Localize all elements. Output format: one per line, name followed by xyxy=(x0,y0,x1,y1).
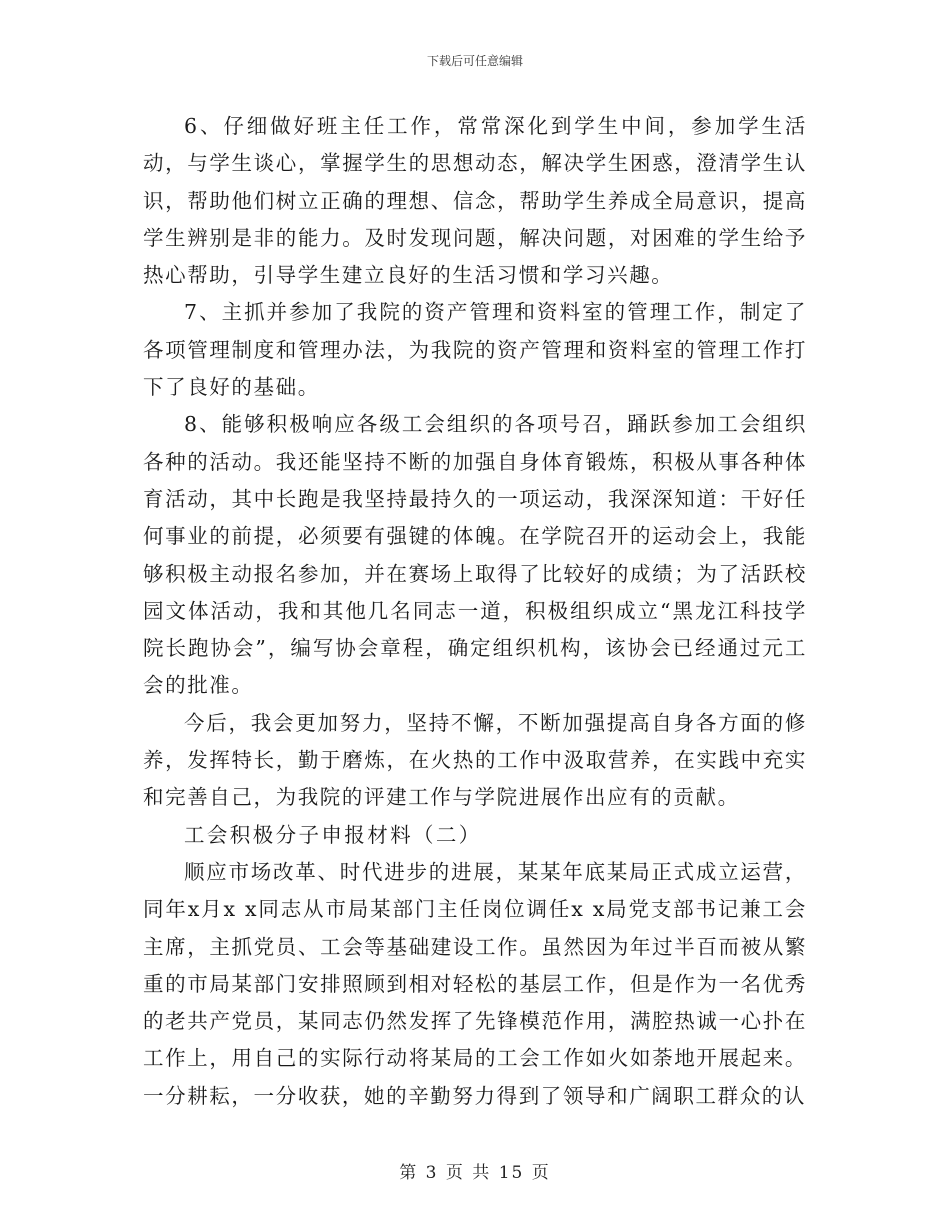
paragraph-conclusion: 今后，我会更加努力，坚持不懈，不断加强提高自身各方面的修养，发挥特长，勤于磨炼，在火热的工作中汲取营养，在实践中充实和完善自己，为我院的评建工作与学院进展作出应有的贡献。 xyxy=(143,710,807,810)
paragraph-item-6: 6、仔细做好班主任工作，常常深化到学生中间，参加学生活动，与学生谈心，掌握学生的思想动态，解决学生困惑，澄清学生认识，帮助他们树立正确的理想、信念，帮助学生养成全局意识，提高学生辨别是非的能力。及时发现问题，解决问题，对困难的学生给予热心帮助，引导学生建立良好的生活习惯和学习兴趣。 xyxy=(143,114,807,288)
paragraph-section-two: 顺应市场改革、时代进步的进展，某某年底某局正式成立运营，同年x月x x同志从市局某部门主任岗位调任x x局党支部书记兼工会主席，主抓党员、工会等基础建设工作。虽然因为年过半百而被从繁重的市局某部门安排照顾到相对轻松的基层工作，但是作为一名优秀的老共产党员，某同志仍然发挥了先锋模范作用，满腔热诚一心扑在工作上，用自己的实际行动将某局的工会工作如火如荼地开展起来。 一分耕耘，一分收获，她的辛勤努力得到了领导和广阔职工群众的认 xyxy=(143,859,807,1108)
section-title: 工会积极分子申报材料（二） xyxy=(184,822,482,847)
document-body xyxy=(143,108,807,1115)
page-header: 下载后可任意编辑 xyxy=(426,54,523,68)
paragraph-item-8: 8、能够积极响应各级工会组织的各项号召，踊跃参加工会组织各种的活动。我还能坚持不断的加强自身体育锻炼，积极从事各种体育活动，其中长跑是我坚持最持久的一项运动，我深深知道：干好任何事业的前提，必须要有强键的体魄。在学院召开的运动会上，我能够积极主动报名参加，并在赛场上取得了比较好的成绩；为了活跃校园文体活动，我和其他几名同志一道，积极组织成立“黑龙江科技学院长跑协会”，编写协会章程，确定组织机构，该协会已经通过元工会的批准。 xyxy=(143,412,807,698)
page-footer: 第 3 页 共 15 页 xyxy=(399,1163,551,1183)
paragraph-item-7: 7、主抓并参加了我院的资产管理和资料室的管理工作，制定了各项管理制度和管理办法，为我院的资产管理和资料室的管理工作打下了良好的基础。 xyxy=(143,300,807,400)
